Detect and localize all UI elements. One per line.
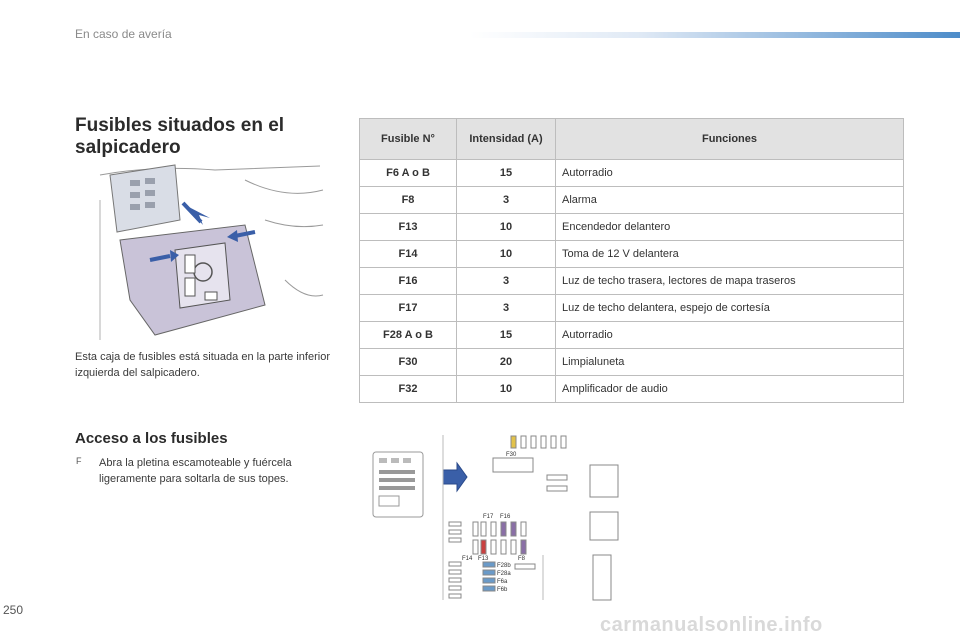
fuse-function: Alarma [556,187,904,214]
label-f17: F17 [483,514,494,520]
label-f28b: F28b [497,563,511,569]
header-bar [470,32,960,38]
table-row [360,376,904,403]
fuse-function: Luz de techo delantera, espejo de cortesía [556,295,904,322]
label-f14: F14 [462,556,473,562]
table-row [360,187,904,214]
table-row [360,268,904,295]
label-f30: F30 [506,452,517,458]
fuse-amperage: 3 [457,268,556,295]
fuse-number: F8 [360,187,457,214]
label-f6b: F6b [497,587,508,593]
page-number: 250 [3,603,24,617]
fuse-layout-diagram [365,430,625,605]
fuse-amperage: 10 [457,376,556,403]
fuse-number: F28 A o B [360,322,457,349]
fuse-function: Encendedor delantero [556,214,904,241]
fuse-amperage: 10 [457,214,556,241]
fuse-function: Autorradio [556,160,904,187]
watermark: carmanualsonline.info [600,614,823,636]
header-intensidad: Intensidad (A) [457,119,556,160]
fuse-number: F6 A o B [360,160,457,187]
table-row [360,241,904,268]
label-f13: F13 [478,556,489,562]
page-title: Fusibles situados en el salpicadero [75,115,285,158]
fuse-number: F13 [360,214,457,241]
label-f6a: F6a [497,579,508,585]
fuse-function: Limpialuneta [556,349,904,376]
dashboard-fusebox-illustration [95,160,325,345]
fuse-amperage: 3 [457,295,556,322]
fuse-number: F30 [360,349,457,376]
fuse-function: Autorradio [556,322,904,349]
access-instruction: Abra la pletina escamoteable y fuércela ligeramente para soltarla de sus topes. [99,457,292,485]
fuse-number: F17 [360,295,457,322]
fuse-number: F14 [360,241,457,268]
section-header: En caso de avería [75,27,172,41]
fuse-number: F32 [360,376,457,403]
fuse-function: Toma de 12 V delantera [556,241,904,268]
table-header-row [360,119,904,160]
table-row [360,295,904,322]
fuse-table [359,118,904,403]
bullet-icon: F [76,456,82,466]
fuse-amperage: 15 [457,322,556,349]
fuse-function: Amplificador de audio [556,376,904,403]
header-funciones: Funciones [556,119,904,160]
label-f8: F8 [518,556,526,562]
label-f16: F16 [500,514,511,520]
table-row [360,160,904,187]
fuse-number: F16 [360,268,457,295]
location-description: Esta caja de fusibles está situada en la parte inferior izquierda del salpicadero. [75,351,330,379]
access-title: Acceso a los fusibles [75,430,228,447]
table-row [360,322,904,349]
table-row [360,214,904,241]
fuse-amperage: 3 [457,187,556,214]
fuse-amperage: 10 [457,241,556,268]
fuse-function: Luz de techo trasera, lectores de mapa traseros [556,268,904,295]
header-fusible: Fusible N° [360,119,457,160]
fuse-amperage: 20 [457,349,556,376]
table-row [360,349,904,376]
fuse-amperage: 15 [457,160,556,187]
label-f28a: F28a [497,571,511,577]
